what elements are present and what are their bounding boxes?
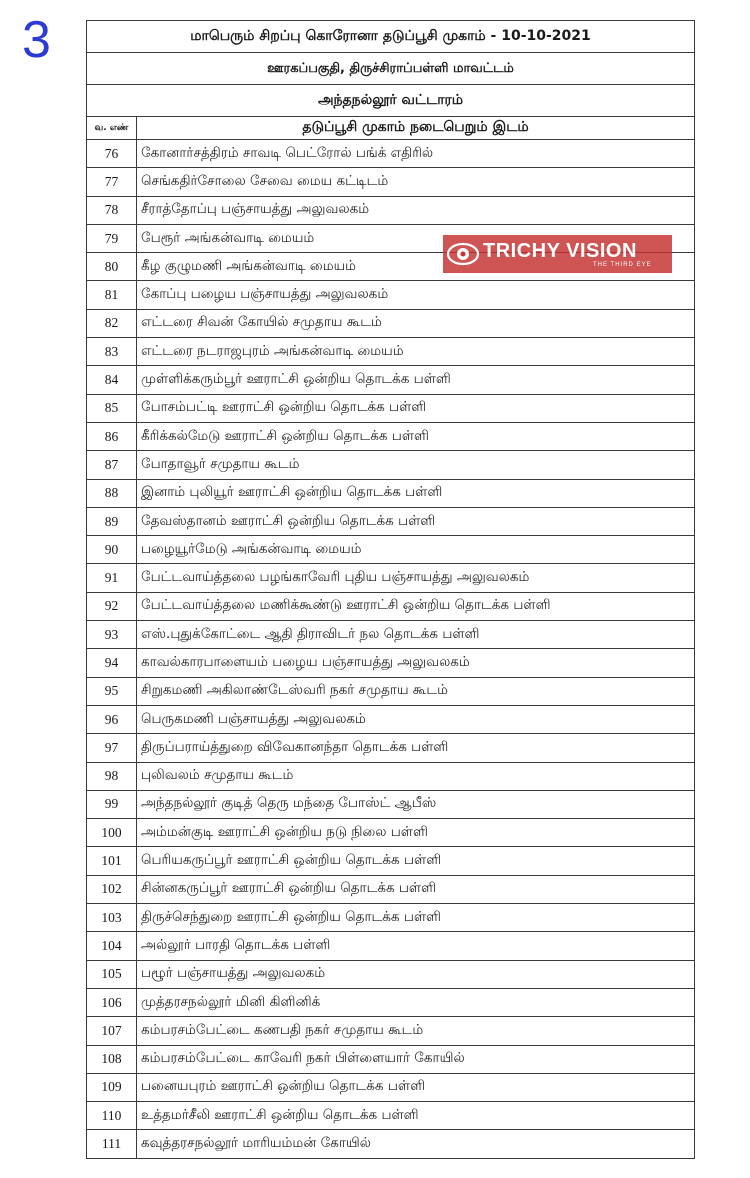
table-row [87,705,695,733]
table-row [87,507,695,535]
table-row [87,479,695,507]
table-row [87,677,695,705]
row-camp-location: கோப்பு பழைய பஞ்சாயத்து அலுவலகம் [137,281,695,309]
table-row [87,1017,695,1045]
header-row-title [87,21,695,53]
row-serial-number: 105 [87,960,137,988]
row-serial-number: 78 [87,196,137,224]
row-camp-location: பேரூர் அங்கன்வாடி மையம் [137,224,695,252]
row-camp-location: கம்பரசம்பேட்டை காவேரி நகர் பிள்ளையார் கோயில் [137,1045,695,1073]
row-serial-number: 100 [87,819,137,847]
row-serial-number: 108 [87,1045,137,1073]
table-row [87,338,695,366]
row-serial-number: 85 [87,394,137,422]
header-row-block [87,85,695,117]
row-camp-location: செங்கதிர்சோலை சேவை மைய கட்டிடம் [137,168,695,196]
table-row [87,1130,695,1158]
header-title: மாபெரும் சிறப்பு கொரோனா தடுப்பூசி முகாம் [190,27,486,44]
table-row [87,592,695,620]
row-serial-number: 90 [87,536,137,564]
row-camp-location: திருப்பராய்த்துறை விவேகானந்தா தொடக்க பள்ளி [137,734,695,762]
column-header-place: தடுப்பூசி முகாம் நடைபெறும் இடம் [137,117,695,140]
table-row [87,988,695,1016]
row-serial-number: 76 [87,140,137,168]
table-row [87,196,695,224]
page-number: 3 [22,11,51,69]
row-camp-location: இனாம் புலியூர் ஊராட்சி ஒன்றிய தொடக்க பள்ளி [137,479,695,507]
row-serial-number: 103 [87,904,137,932]
row-camp-location: சிறுகமணி அகிலாண்டேஸ்வரி நகர் சமுதாய கூடம் [137,677,695,705]
column-header-row [87,117,695,140]
row-serial-number: 82 [87,309,137,337]
row-camp-location: கவுத்தரசநல்லூர் மாரியம்மன் கோயில் [137,1130,695,1158]
row-camp-location: போசம்பட்டி ஊராட்சி ஒன்றிய தொடக்க பள்ளி [137,394,695,422]
row-camp-location: எட்டரை நடராஜபுரம் அங்கன்வாடி மையம் [137,338,695,366]
trichy-vision-watermark [443,235,672,273]
table-row [87,422,695,450]
table-row [87,366,695,394]
row-serial-number: 96 [87,705,137,733]
table-row [87,875,695,903]
table-row [87,734,695,762]
row-camp-location: பனையபுரம் ஊராட்சி ஒன்றிய தொடக்க பள்ளி [137,1073,695,1101]
row-camp-location: அம்மன்குடி ஊராட்சி ஒன்றிய நடு நிலை பள்ளி [137,819,695,847]
row-camp-location: சின்னகருப்பூர் ஊராட்சி ஒன்றிய தொடக்க பள்ளி [137,875,695,903]
row-serial-number: 86 [87,422,137,450]
header-title-cell [87,21,695,53]
table-row [87,819,695,847]
row-serial-number: 80 [87,253,137,281]
row-serial-number: 109 [87,1073,137,1101]
row-serial-number: 110 [87,1102,137,1130]
table-row [87,932,695,960]
row-serial-number: 104 [87,932,137,960]
row-camp-location: திருச்செந்துறை ஊராட்சி ஒன்றிய தொடக்க பள்ளி [137,904,695,932]
row-serial-number: 84 [87,366,137,394]
header-block: அந்தநல்லூர் வட்டாரம் [87,85,695,117]
row-camp-location: முள்ளிக்கரும்பூர் ஊராட்சி ஒன்றிய தொடக்க பள்ளி [137,366,695,394]
table-row [87,621,695,649]
row-serial-number: 83 [87,338,137,366]
row-serial-number: 95 [87,677,137,705]
row-serial-number: 101 [87,847,137,875]
row-camp-location: கோனார்சத்திரம் சாவடி பெட்ரோல் பங்க் எதிரில் [137,140,695,168]
row-camp-location: போதாவூர் சமுதாய கூடம் [137,451,695,479]
table-row [87,1073,695,1101]
row-serial-number: 106 [87,988,137,1016]
watermark-tagline: THE THIRD EYE [593,262,652,268]
row-camp-location: காவல்காரபாளையம் பழைய பஞ்சாயத்து அலுவலகம் [137,649,695,677]
row-camp-location: அல்லூர் பாரதி தொடக்க பள்ளி [137,932,695,960]
row-camp-location: கம்பரசம்பேட்டை கணபதி நகர் சமுதாய கூடம் [137,1017,695,1045]
row-camp-location: பெருகமணி பஞ்சாயத்து அலுவலகம் [137,705,695,733]
row-camp-location: பேட்டவாய்த்தலை மணிக்கூண்டு ஊராட்சி ஒன்றிய தொடக்க பள்ளி [137,592,695,620]
table-row [87,536,695,564]
row-serial-number: 89 [87,507,137,535]
row-camp-location: பழையூர்மேடு அங்கன்வாடி மையம் [137,536,695,564]
table-row [87,309,695,337]
row-serial-number: 94 [87,649,137,677]
table-row [87,140,695,168]
row-camp-location: உத்தமர்சீலி ஊராட்சி ஒன்றிய தொடக்க பள்ளி [137,1102,695,1130]
table-row [87,960,695,988]
eye-logo-icon [443,235,483,273]
table-row [87,790,695,818]
row-serial-number: 88 [87,479,137,507]
row-serial-number: 87 [87,451,137,479]
row-camp-location: சீராத்தோப்பு பஞ்சாயத்து அலுவலகம் [137,196,695,224]
row-serial-number: 98 [87,762,137,790]
row-serial-number: 93 [87,621,137,649]
header-row-district [87,53,695,85]
table-row [87,649,695,677]
row-serial-number: 102 [87,875,137,903]
row-camp-location: பேட்டவாய்த்தலை பழங்காவேரி புதிய பஞ்சாயத்து அலுவலகம் [137,564,695,592]
row-camp-location: பழூர் பஞ்சாயத்து அலுவலகம் [137,960,695,988]
table-row [87,904,695,932]
row-camp-location: எஸ்.புதுக்கோட்டை ஆதி திராவிடர் நல தொடக்க பள்ளி [137,621,695,649]
watermark-name: TRICHY VISION [483,240,637,262]
row-serial-number: 107 [87,1017,137,1045]
row-serial-number: 92 [87,592,137,620]
row-serial-number: 77 [87,168,137,196]
row-serial-number: 81 [87,281,137,309]
row-camp-location: தேவஸ்தானம் ஊராட்சி ஒன்றிய தொடக்க பள்ளி [137,507,695,535]
camp-locations-table [86,20,695,1159]
row-camp-location: பெரியகருப்பூர் ஊராட்சி ஒன்றிய தொடக்க பள்ளி [137,847,695,875]
row-camp-location: அந்தநல்லூர் குடித் தெரு மந்தை போஸ்ட் ஆபீஸ் [137,790,695,818]
table-row [87,168,695,196]
row-camp-location: கீழ குழுமணி அங்கன்வாடி மையம் [137,253,695,281]
row-serial-number: 97 [87,734,137,762]
table-row [87,847,695,875]
row-camp-location: முத்தரசநல்லூர் மினி கிளினிக் [137,988,695,1016]
table-row [87,394,695,422]
row-serial-number: 91 [87,564,137,592]
row-camp-location: கீரிக்கல்மேடு ஊராட்சி ஒன்றிய தொடக்க பள்ளி [137,422,695,450]
row-camp-location: எட்டரை சிவன் கோயில் சமுதாய கூடம் [137,309,695,337]
row-serial-number: 79 [87,224,137,252]
header-date: - 10-10-2021 [485,27,591,44]
row-serial-number: 111 [87,1130,137,1158]
table-row [87,281,695,309]
table-row [87,1045,695,1073]
header-district: ஊரகப்பகுதி, திருச்சிராப்பள்ளி மாவட்டம் [87,53,695,85]
row-serial-number: 99 [87,790,137,818]
row-camp-location: புலிவலம் சமுதாய கூடம் [137,762,695,790]
column-header-serial: வ. எண் [87,117,137,140]
table-row [87,564,695,592]
table-row [87,1102,695,1130]
table-row [87,451,695,479]
table-row [87,762,695,790]
